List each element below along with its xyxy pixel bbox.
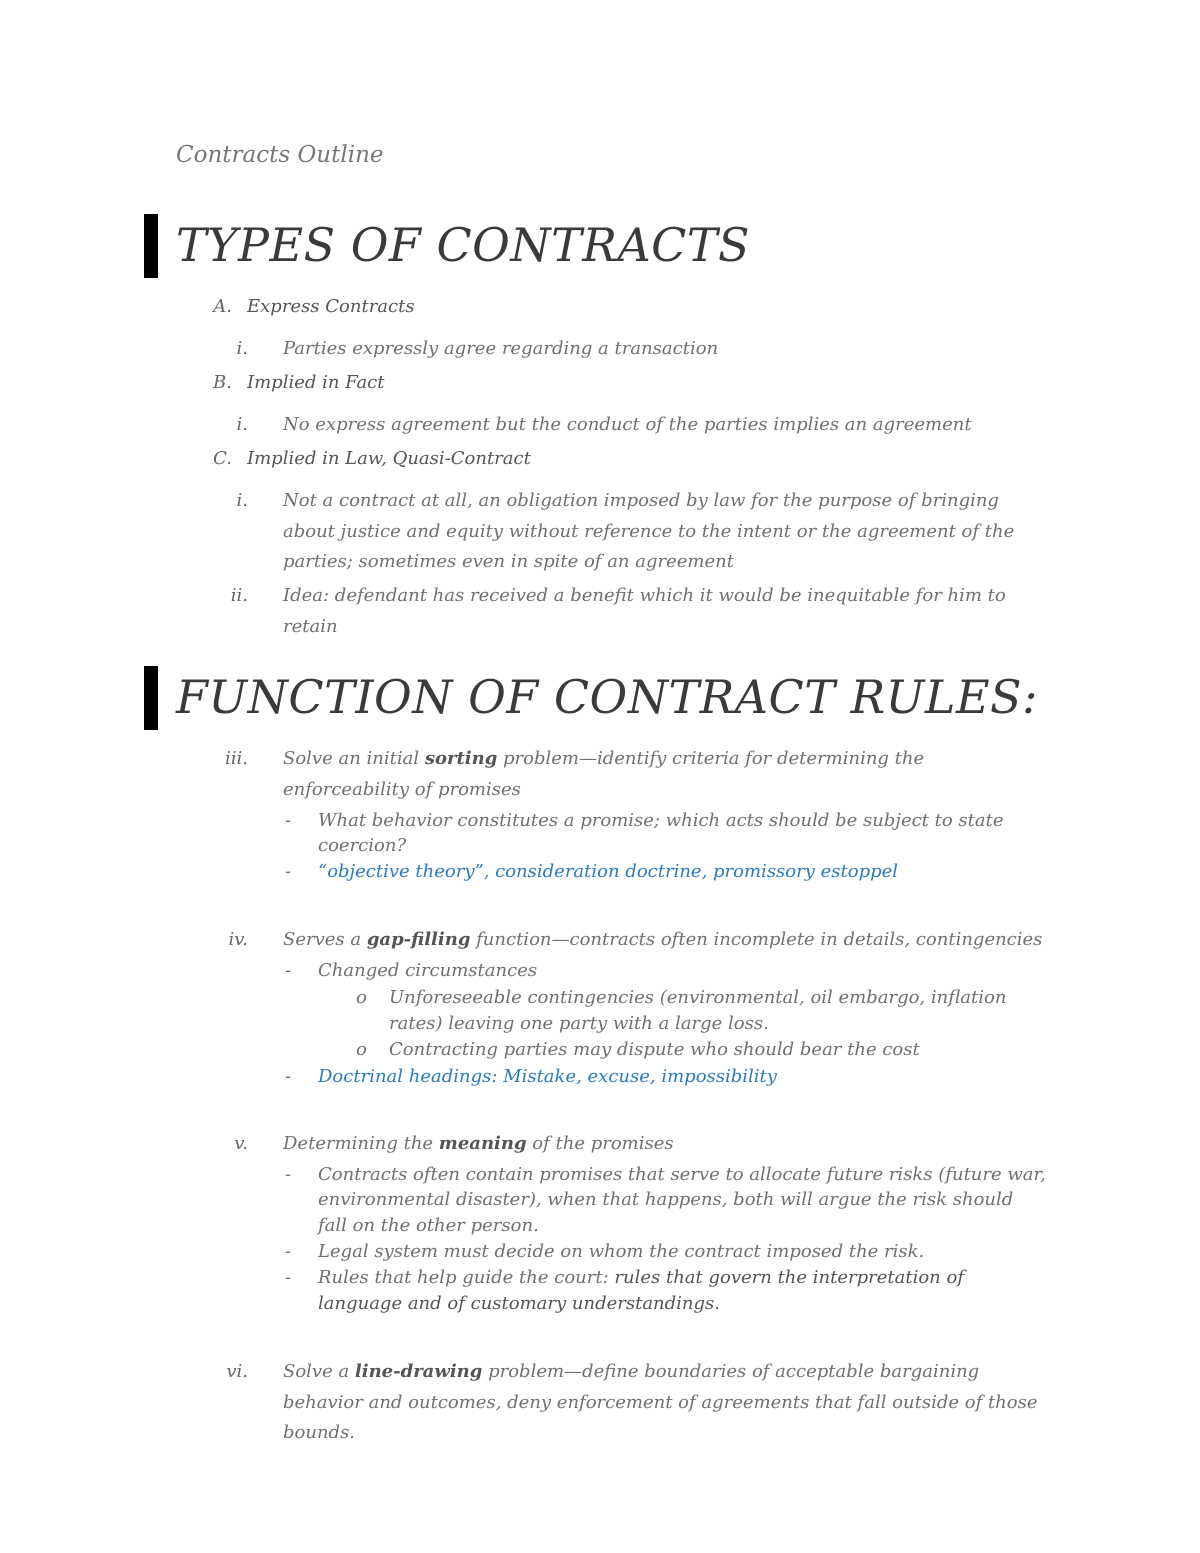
list-item-text: No express agreement but the conduct of the parties implies an agreement — [283, 414, 972, 435]
sub-sub-item-text: Contracting parties may dispute who should bear the cost — [389, 1039, 920, 1060]
circle-bullet: o — [356, 1039, 367, 1060]
list-label-v: v. — [234, 1133, 248, 1154]
dash-bullet: - — [285, 861, 292, 882]
heading-bar — [144, 666, 158, 730]
sub-item-text: Contracts often contain promises that serve to allocate future risks (future war, — [318, 1164, 1046, 1185]
list-item-text: behavior and outcomes, deny enforcement of agreements that fall outside of those — [283, 1392, 1038, 1413]
dash-bullet: - — [285, 960, 292, 981]
sub-sub-item-text: Unforeseeable contingencies (environmental, oil embargo, inflation — [389, 987, 1007, 1008]
list-label-iv: iv. — [228, 929, 248, 950]
list-label-A: A. — [213, 296, 232, 317]
list-label-C-i: i. — [236, 490, 248, 511]
list-item-text: enforceability of promises — [283, 779, 521, 800]
section-heading-function: FUNCTION OF CONTRACT RULES: — [176, 670, 1039, 724]
list-label-B: B. — [213, 372, 232, 393]
document-title: Contracts Outline — [176, 142, 384, 168]
sub-item-text: coercion? — [318, 835, 407, 856]
sub-item-text: Rules that help guide the court: rules that govern the interpretation of — [318, 1267, 964, 1288]
dash-bullet: - — [285, 810, 292, 831]
sub-item-text: Legal system must decide on whom the contract imposed the risk. — [318, 1241, 925, 1262]
sub-sub-item-text: rates) leaving one party with a large loss. — [389, 1013, 769, 1034]
sub-item-text: language and of customary understandings. — [318, 1293, 721, 1314]
list-label-vi: vi. — [226, 1361, 248, 1382]
list-item-text: Not a contract at all, an obligation imposed by law for the purpose of bringing — [283, 490, 999, 511]
sub-item-text: environmental disaster), when that happens, both will argue the risk should — [318, 1189, 1014, 1210]
list-item-text: Serves a gap-filling function—contracts often incomplete in details, contingencies — [283, 929, 1043, 950]
list-item-implied-law: Implied in Law, Quasi-Contract — [247, 448, 531, 469]
list-item-text: Solve an initial sorting problem—identify criteria for determining the — [283, 748, 925, 769]
list-item-text: Solve a line-drawing problem—define boundaries of acceptable bargaining — [283, 1361, 980, 1382]
list-item-express: Express Contracts — [247, 296, 415, 317]
list-item-text: Idea: defendant has received a benefit which it would be inequitable for him to — [283, 585, 1006, 606]
sub-item-text-highlight: “objective theory”, consideration doctrine, promissory estoppel — [318, 861, 899, 882]
sub-item-text: What behavior constitutes a promise; which acts should be subject to state — [318, 810, 1004, 831]
section-heading-types: TYPES OF CONTRACTS — [176, 218, 751, 272]
list-label-A-i: i. — [236, 338, 248, 359]
dash-bullet: - — [285, 1164, 292, 1185]
list-item-text: about justice and equity without reference to the intent or the agreement of the — [283, 521, 1015, 542]
heading-bar — [144, 214, 158, 278]
list-item-text: Determining the meaning of the promises — [283, 1133, 674, 1154]
circle-bullet: o — [356, 987, 367, 1008]
dash-bullet: - — [285, 1267, 292, 1288]
list-item-text: bounds. — [283, 1422, 356, 1443]
list-item-text: retain — [283, 616, 338, 637]
list-label-C-ii: ii. — [230, 585, 248, 606]
sub-item-text-highlight: Doctrinal headings: Mistake, excuse, impossibility — [318, 1066, 777, 1087]
list-label-B-i: i. — [236, 414, 248, 435]
dash-bullet: - — [285, 1241, 292, 1262]
list-item-implied-fact: Implied in Fact — [247, 372, 385, 393]
list-label-C: C. — [213, 448, 232, 469]
list-label-iii: iii. — [225, 748, 248, 769]
dash-bullet: - — [285, 1066, 292, 1087]
list-item-text: Parties expressly agree regarding a transaction — [283, 338, 719, 359]
sub-item-text: fall on the other person. — [318, 1215, 539, 1236]
sub-item-text: Changed circumstances — [318, 960, 538, 981]
list-item-text: parties; sometimes even in spite of an agreement — [283, 551, 734, 572]
